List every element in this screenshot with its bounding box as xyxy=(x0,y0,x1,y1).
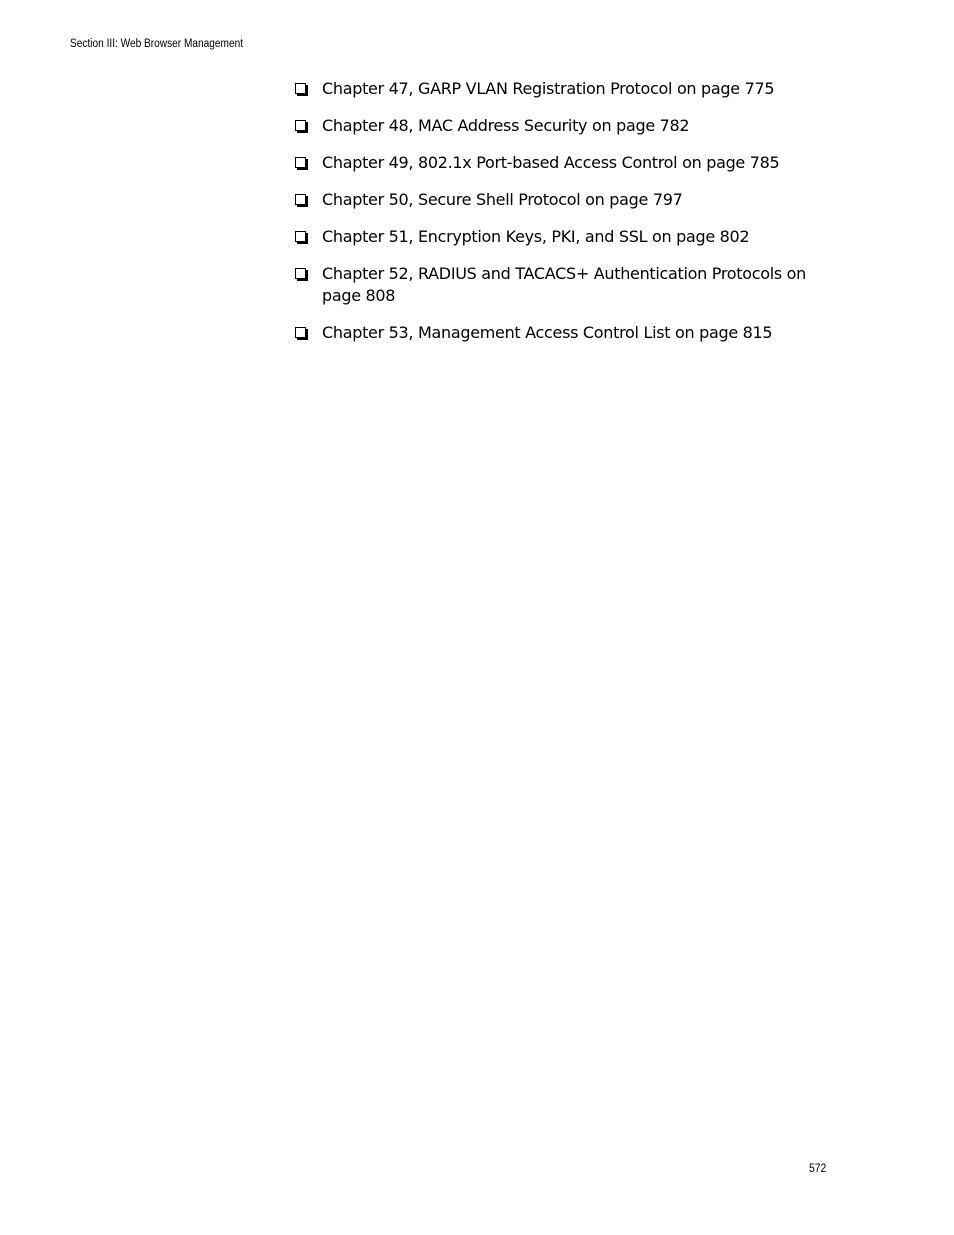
list-item[interactable] xyxy=(295,152,835,174)
chapter-link[interactable]: Chapter 48, MAC Address Security on page 782 xyxy=(322,116,690,135)
checkbox-bullet-icon xyxy=(295,157,306,168)
checkbox-bullet-icon xyxy=(295,194,306,205)
checkbox-bullet-icon xyxy=(295,83,306,94)
list-item[interactable] xyxy=(295,78,835,100)
chapter-link[interactable]: Chapter 53, Management Access Control List on page 815 xyxy=(322,323,773,342)
chapter-link[interactable]: Chapter 51, Encryption Keys, PKI, and SSL on page 802 xyxy=(322,227,750,246)
list-item[interactable] xyxy=(295,189,835,211)
list-item[interactable] xyxy=(295,226,835,248)
checkbox-bullet-icon xyxy=(295,231,306,242)
checkbox-bullet-icon xyxy=(295,268,306,279)
chapter-link[interactable]: Chapter 50, Secure Shell Protocol on page 797 xyxy=(322,190,683,209)
running-header: Section III: Web Browser Management xyxy=(70,38,244,50)
list-item[interactable] xyxy=(295,115,835,137)
chapter-link[interactable]: Chapter 52, RADIUS and TACACS+ Authentication Protocols on page 808 xyxy=(322,264,806,305)
checkbox-bullet-icon xyxy=(295,120,306,131)
list-item[interactable] xyxy=(295,263,835,307)
list-item[interactable] xyxy=(295,322,835,344)
chapter-link[interactable]: Chapter 47, GARP VLAN Registration Protocol on page 775 xyxy=(322,79,775,98)
checkbox-bullet-icon xyxy=(295,327,306,338)
page-number: 572 xyxy=(809,1163,827,1175)
chapter-list xyxy=(295,78,835,359)
chapter-link[interactable]: Chapter 49, 802.1x Port-based Access Control on page 785 xyxy=(322,153,780,172)
